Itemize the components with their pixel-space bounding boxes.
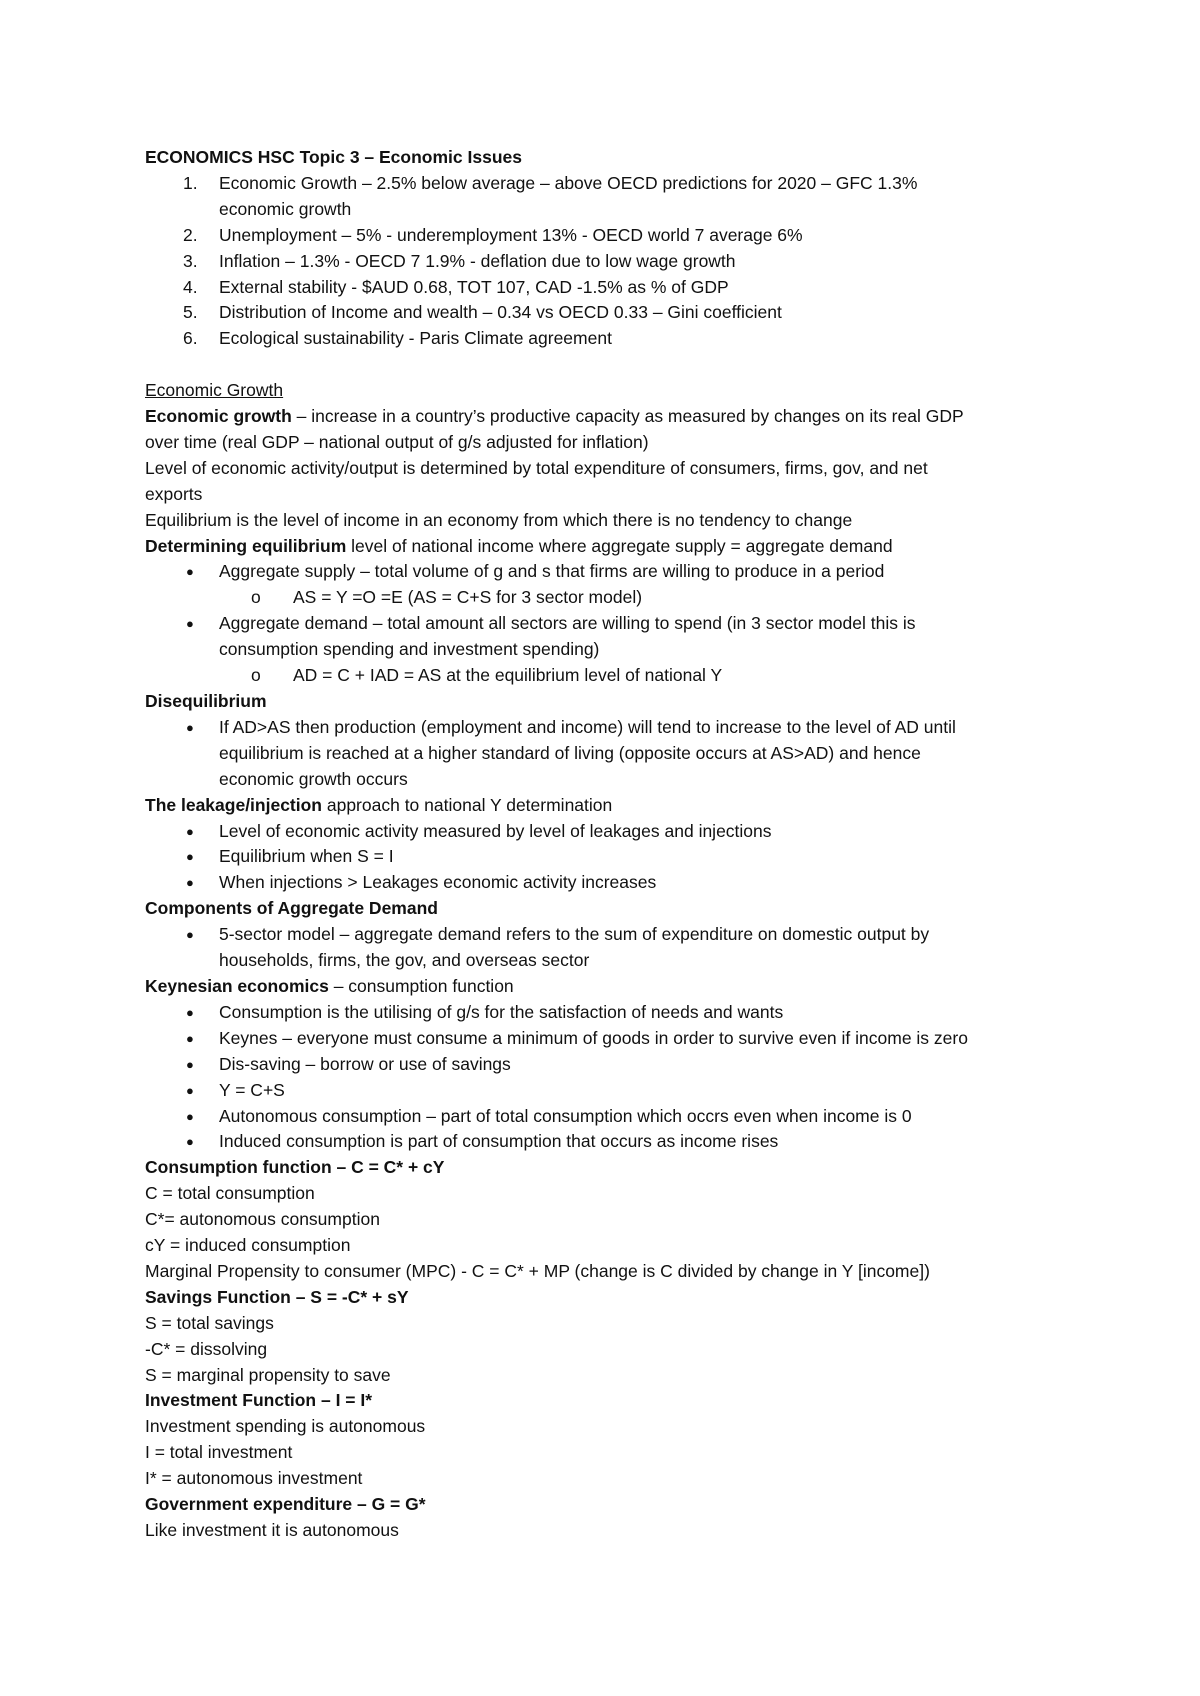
- growth-definition: [145, 404, 1075, 430]
- bullet-list: [145, 1000, 1075, 1155]
- section-heading-consumption: Consumption function – C = C* + cY: [145, 1157, 445, 1178]
- definition-text: level of national income where aggregate supply = aggregate demand: [346, 535, 893, 556]
- list-text-cont: households, firms, the gov, and overseas sector: [219, 950, 590, 971]
- definition-text: – increase in a country’s productive capacity as measured by changes on its real GDP: [291, 406, 964, 427]
- list-item: [145, 715, 1075, 793]
- bullet-icon: ●: [186, 875, 194, 891]
- issue-text: Economic Growth – 2.5% below average – above OECD predictions for 2020 – GFC 1.3%: [219, 172, 918, 193]
- equilibrium-line: Equilibrium is the level of income in an economy from which there is no tendency to change: [145, 509, 853, 530]
- term: Economic growth: [145, 406, 292, 427]
- list-text: If AD>AS then production (employment and income) will tend to increase to the level of AD until: [219, 716, 956, 737]
- list-item: [145, 844, 1075, 870]
- list-text: Equilibrium when S = I: [219, 846, 394, 867]
- issue-number: 1.: [183, 172, 198, 193]
- leakage-injection: [145, 793, 1075, 819]
- document-body: [145, 145, 1075, 1544]
- list-item: [145, 1104, 1075, 1130]
- list-item: [145, 1078, 1075, 1104]
- savings-line: S = marginal propensity to save: [145, 1364, 391, 1385]
- bullet-icon: ●: [186, 564, 194, 580]
- list-text: 5-sector model – aggregate demand refers to the sum of expenditure on domestic output by: [219, 924, 930, 945]
- activity-line: Level of economic activity/output is determined by total expenditure of consumers, firms, gov, and net: [145, 457, 928, 478]
- term: Determining equilibrium: [145, 535, 347, 556]
- investment-line: I = total investment: [145, 1442, 293, 1463]
- government-line: Like investment it is autonomous: [145, 1520, 399, 1541]
- bullet-icon: ●: [186, 1134, 194, 1150]
- sub-text: AS = Y =O =E (AS = C+S for 3 sector model): [293, 587, 643, 608]
- bullet-list: [145, 559, 1075, 585]
- list-item: [145, 559, 1075, 585]
- list-text: Dis-saving – borrow or use of savings: [219, 1053, 511, 1074]
- investment-line: Investment spending is autonomous: [145, 1416, 426, 1437]
- investment-line: I* = autonomous investment: [145, 1468, 363, 1489]
- bullet-list: [145, 922, 1075, 974]
- list-text: When injections > Leakages economic activity increases: [219, 872, 657, 893]
- bullet-list: [145, 715, 1075, 793]
- issue-item: [145, 275, 1075, 301]
- issue-text: External stability - $AUD 0.68, TOT 107, CAD -1.5% as % of GDP: [219, 276, 729, 297]
- issue-number: 2.: [183, 224, 198, 245]
- bullet-list: [145, 611, 1075, 663]
- list-item: [145, 1026, 1075, 1052]
- issue-number: 3.: [183, 250, 198, 271]
- list-item: [145, 1000, 1075, 1026]
- bullet-icon: ●: [186, 1030, 194, 1046]
- definition-text: – consumption function: [328, 975, 514, 996]
- list-text: Level of economic activity measured by level of leakages and injections: [219, 820, 772, 841]
- spacer: [145, 352, 1075, 378]
- issues-list: [145, 171, 1075, 352]
- savings-line: S = total savings: [145, 1312, 274, 1333]
- sub-list: [145, 663, 1075, 689]
- bullet-icon: ●: [186, 719, 194, 735]
- section-heading-savings: Savings Function – S = -C* + sY: [145, 1286, 409, 1307]
- bullet-icon: ●: [186, 849, 194, 865]
- sub-text: AD = C + IAD = AS at the equilibrium level of national Y: [293, 665, 723, 686]
- list-item: [145, 870, 1075, 896]
- issue-item: [145, 300, 1075, 326]
- list-text-cont: consumption spending and investment spending): [219, 639, 600, 660]
- determining-equilibrium: [145, 534, 1075, 560]
- issue-text: Unemployment – 5% - underemployment 13% - OECD world 7 average 6%: [219, 224, 803, 245]
- savings-line: -C* = dissolving: [145, 1338, 268, 1359]
- consumption-line: cY = induced consumption: [145, 1235, 351, 1256]
- list-item: [145, 611, 1075, 663]
- term: The leakage/injection: [145, 794, 322, 815]
- list-text: Keynes – everyone must consume a minimum of goods in order to survive even if income is zero: [219, 1027, 968, 1048]
- bullet-icon: ●: [186, 927, 194, 943]
- list-item: [145, 1052, 1075, 1078]
- issue-number: 6.: [183, 328, 198, 349]
- bullet-list: [145, 819, 1075, 897]
- issue-text: Distribution of Income and wealth – 0.34 vs OECD 0.33 – Gini coefficient: [219, 302, 782, 323]
- consumption-line: C = total consumption: [145, 1183, 315, 1204]
- page-title: ECONOMICS HSC Topic 3 – Economic Issues: [145, 147, 522, 167]
- consumption-line: C*= autonomous consumption: [145, 1209, 380, 1230]
- issue-item: [145, 223, 1075, 249]
- section-heading-disequilibrium: Disequilibrium: [145, 691, 267, 712]
- sub-list: [145, 585, 1075, 611]
- issue-number: 4.: [183, 276, 198, 297]
- bullet-icon: ●: [186, 1082, 194, 1098]
- section-heading-components: Components of Aggregate Demand: [145, 898, 438, 919]
- list-item: [145, 819, 1075, 845]
- section-heading-government: Government expenditure – G = G*: [145, 1494, 426, 1515]
- sub-bullet-icon: o: [251, 665, 261, 686]
- issue-number: 5.: [183, 302, 198, 323]
- list-text: Consumption is the utilising of g/s for the satisfaction of needs and wants: [219, 1001, 784, 1022]
- issue-text: Inflation – 1.3% - OECD 7 1.9% - deflation due to low wage growth: [219, 250, 736, 271]
- keynesian-economics: [145, 974, 1075, 1000]
- sub-bullet-icon: o: [251, 587, 261, 608]
- list-text: Aggregate demand – total amount all sectors are willing to spend (in 3 sector model this is: [219, 613, 916, 634]
- activity-line-cont: exports: [145, 483, 203, 504]
- section-heading-growth: Economic Growth: [145, 380, 284, 401]
- bullet-icon: ●: [186, 1004, 194, 1020]
- list-text: Induced consumption is part of consumption that occurs as income rises: [219, 1131, 779, 1152]
- bullet-icon: ●: [186, 1056, 194, 1072]
- list-text: Aggregate supply – total volume of g and s that firms are willing to produce in a period: [219, 561, 885, 582]
- list-text: Y = C+S: [219, 1079, 285, 1100]
- list-item: [145, 1129, 1075, 1155]
- list-item: [145, 922, 1075, 974]
- list-text-cont: economic growth occurs: [219, 768, 408, 789]
- list-text-cont: equilibrium is reached at a higher standard of living (opposite occurs at AS>AD) and hence: [219, 742, 921, 763]
- bullet-icon: ●: [186, 616, 194, 632]
- section-heading-investment: Investment Function – I = I*: [145, 1390, 373, 1411]
- issue-item: [145, 171, 1075, 223]
- consumption-line: Marginal Propensity to consumer (MPC) - C = C* + MP (change is C divided by change in Y [income]): [145, 1260, 930, 1281]
- issue-text-cont: economic growth: [219, 198, 352, 219]
- bullet-icon: ●: [186, 1108, 194, 1124]
- definition-text: approach to national Y determination: [322, 794, 613, 815]
- sub-item: [145, 663, 1075, 689]
- term: Keynesian economics: [145, 975, 329, 996]
- list-text: Autonomous consumption – part of total consumption which occrs even when income is 0: [219, 1105, 912, 1126]
- growth-definition-cont: over time (real GDP – national output of g/s adjusted for inflation): [145, 431, 649, 452]
- issue-item: [145, 249, 1075, 275]
- bullet-icon: ●: [186, 823, 194, 839]
- issue-item: [145, 326, 1075, 352]
- issue-text: Ecological sustainability - Paris Climate agreement: [219, 328, 612, 349]
- sub-item: [145, 585, 1075, 611]
